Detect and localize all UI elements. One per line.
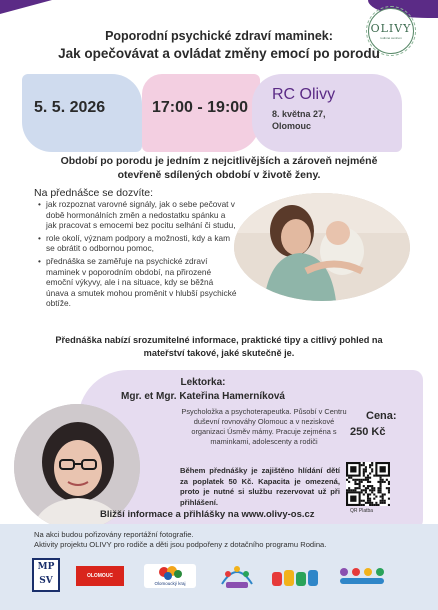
qr-module xyxy=(367,475,369,477)
qr-module xyxy=(367,493,369,495)
venue-address xyxy=(272,108,402,132)
qr-module xyxy=(363,485,365,487)
qr-module xyxy=(354,489,356,491)
qr-module xyxy=(361,489,363,491)
qr-module xyxy=(361,464,363,466)
qr-module xyxy=(377,491,379,493)
qr-module xyxy=(363,504,365,506)
qr-module xyxy=(359,487,361,489)
qr-module xyxy=(380,479,382,481)
qr-module xyxy=(354,487,356,489)
kids-logo xyxy=(270,564,322,590)
qr-module xyxy=(361,500,363,502)
qr-finder xyxy=(350,496,356,502)
qr-module xyxy=(367,487,369,489)
qr-module xyxy=(380,485,382,487)
qr-module xyxy=(384,500,386,502)
qr-module xyxy=(371,502,373,504)
corner-decoration-left xyxy=(0,0,52,14)
qr-finder xyxy=(350,466,356,472)
qr-label: QR Platba xyxy=(350,508,374,514)
qr-module xyxy=(388,491,390,493)
price-label: Cena: xyxy=(366,410,397,422)
footer-line-2: Aktivity projektu OLIVY pro rodiče a děti jsou podpořeny z dotačního programu Rodina. xyxy=(34,540,327,549)
qr-module xyxy=(363,472,365,474)
qr-module xyxy=(369,498,371,500)
qr-module xyxy=(382,479,384,481)
qr-module xyxy=(352,479,354,481)
partner-logo xyxy=(336,564,388,590)
qr-module xyxy=(373,493,375,495)
qr-module xyxy=(354,483,356,485)
qr-module xyxy=(369,477,371,479)
venue-name: RC Olivy xyxy=(272,86,336,103)
title-line-2: Jak opečovávat a ovládat změny emocí po porodu xyxy=(58,46,380,61)
rodina-family-icon xyxy=(216,560,258,592)
qr-module xyxy=(373,487,375,489)
list-item: • přednáška se zaměřuje na psychické zdraví maminek v poporodním období, na přirozené emoční výkyvy, ale i na situace, kdy se běžná únava a smutek mohou proměnit v hlubší psychické obtíže. xyxy=(38,256,238,309)
qr-module xyxy=(367,500,369,502)
qr-module xyxy=(363,500,365,502)
qr-module xyxy=(380,496,382,498)
list-item: • jak rozpoznat varovné signály, jak o sebe pečovat v době hormonálních změn a nedostatku spánku a jak pracovat s emocemi bez pocitu selhání či studu, xyxy=(38,199,238,231)
qr-module xyxy=(363,462,365,464)
qr-module xyxy=(365,479,367,481)
qr-module xyxy=(361,491,363,493)
lecturer-description: Psycholožka a psychoterapeutka. Působí v Centru duševní rovnováhy Olomouc a v neziskové organizaci Úsměv mámy. Pracuje zejména s maminkami, adolescenty a rodiči xyxy=(181,407,347,446)
olomouc-city-logo: OLOMOUC xyxy=(76,566,124,586)
qr-module xyxy=(380,477,382,479)
qr-module xyxy=(377,481,379,483)
childcare-note: Během přednášky je zajištěno hlídání dětí za poplatek 50 Kč. Kapacita je omezená, proto je nutné si službu rezervovat už při přihlášení. xyxy=(180,466,340,507)
qr-module xyxy=(348,487,350,489)
qr-module xyxy=(380,489,382,491)
qr-module xyxy=(371,470,373,472)
mother-with-baby-photo xyxy=(234,193,410,301)
qr-code[interactable] xyxy=(346,462,390,506)
venue-address-line-2: Olomouc xyxy=(272,121,312,131)
qr-module xyxy=(382,498,384,500)
qr-module xyxy=(371,462,373,464)
qr-module xyxy=(382,500,384,502)
qr-module xyxy=(369,504,371,506)
qr-module xyxy=(367,479,369,481)
qr-module xyxy=(346,489,348,491)
footer-note xyxy=(34,530,424,550)
qr-module xyxy=(388,487,390,489)
qr-module xyxy=(354,479,356,481)
benefit-text: Přednáška nabízí srozumitelné informace, praktické tipy a citlivý pohled na mateřství takové, jaké skutečně je. xyxy=(55,335,383,358)
qr-module xyxy=(380,500,382,502)
qr-module xyxy=(375,502,377,504)
qr-module xyxy=(377,487,379,489)
qr-module xyxy=(377,504,379,506)
qr-module xyxy=(348,477,350,479)
qr-module xyxy=(352,489,354,491)
kraj-label: Olomoucký kraj xyxy=(154,581,186,586)
title-line-1: Poporodní psychické zdraví maminek: xyxy=(105,29,333,43)
qr-module xyxy=(363,493,365,495)
qr-module xyxy=(356,487,358,489)
qr-module xyxy=(369,493,371,495)
learn-heading: Na přednášce se dozvíte: xyxy=(34,187,154,199)
qr-module xyxy=(371,487,373,489)
qr-module xyxy=(365,487,367,489)
qr-module xyxy=(371,489,373,491)
qr-code-graphic xyxy=(346,462,390,506)
sponsor-logos xyxy=(32,558,412,598)
qr-module xyxy=(365,502,367,504)
qr-module xyxy=(359,485,361,487)
qr-module xyxy=(367,498,369,500)
qr-module xyxy=(382,493,384,495)
qr-module xyxy=(350,477,352,479)
kids-figures-icon xyxy=(270,564,322,590)
qr-module xyxy=(369,502,371,504)
qr-module xyxy=(365,477,367,479)
qr-module xyxy=(367,477,369,479)
qr-module xyxy=(369,481,371,483)
qr-module xyxy=(380,483,382,485)
qr-module xyxy=(382,496,384,498)
qr-module xyxy=(363,479,365,481)
qr-module xyxy=(361,479,363,481)
qr-module xyxy=(356,483,358,485)
mother-with-baby-illustration xyxy=(234,193,410,301)
partner-figures-icon xyxy=(336,564,388,590)
qr-module xyxy=(369,464,371,466)
event-date: 5. 5. 2026 xyxy=(34,99,106,116)
qr-module xyxy=(354,481,356,483)
qr-module xyxy=(373,504,375,506)
qr-module xyxy=(382,481,384,483)
mpsv-logo: MP SV xyxy=(32,558,60,592)
qr-module xyxy=(361,481,363,483)
logo-subtext: rodinné centrum xyxy=(380,36,402,40)
qr-module xyxy=(373,489,375,491)
qr-module xyxy=(371,504,373,506)
qr-module xyxy=(369,489,371,491)
qr-module xyxy=(371,468,373,470)
logo-text: OLIVY xyxy=(370,22,412,35)
qr-module xyxy=(371,464,373,466)
qr-module xyxy=(363,464,365,466)
rodina-logo xyxy=(216,560,258,592)
qr-module xyxy=(348,481,350,483)
qr-module xyxy=(348,489,350,491)
qr-module xyxy=(386,479,388,481)
qr-module xyxy=(380,502,382,504)
qr-module xyxy=(380,491,382,493)
qr-module xyxy=(363,489,365,491)
qr-module xyxy=(375,504,377,506)
qr-module xyxy=(377,489,379,491)
qr-module xyxy=(386,487,388,489)
qr-module xyxy=(388,483,390,485)
list-item: • role okolí, význam podpory a možnosti, kdy a kam se obrátit o odbornou pomoc, xyxy=(38,233,238,254)
qr-module xyxy=(365,470,367,472)
qr-module xyxy=(371,491,373,493)
qr-module xyxy=(373,498,375,500)
qr-module xyxy=(359,483,361,485)
qr-module xyxy=(365,491,367,493)
qr-finder xyxy=(380,466,386,472)
qr-module xyxy=(371,485,373,487)
learn-list xyxy=(38,199,238,311)
qr-module xyxy=(375,496,377,498)
qr-module xyxy=(367,485,369,487)
more-info-link[interactable]: Bližší informace a přihlášky na www.olivy-os.cz xyxy=(100,509,315,520)
qr-module xyxy=(369,485,371,487)
qr-module xyxy=(369,466,371,468)
event-venue xyxy=(272,86,402,132)
qr-module xyxy=(356,479,358,481)
qr-module xyxy=(382,502,384,504)
page-title xyxy=(0,28,438,62)
qr-module xyxy=(369,500,371,502)
price-value: 250 Kč xyxy=(350,426,386,438)
lecturer-name: Mgr. et Mgr. Kateřina Hamerníková xyxy=(121,391,285,402)
qr-module xyxy=(384,493,386,495)
qr-module xyxy=(361,504,363,506)
qr-module xyxy=(365,466,367,468)
qr-module xyxy=(367,496,369,498)
qr-module xyxy=(365,489,367,491)
qr-module xyxy=(384,481,386,483)
qr-module xyxy=(359,479,361,481)
qr-module xyxy=(369,472,371,474)
qr-module xyxy=(388,481,390,483)
venue-address-line-1: 8. května 27, xyxy=(272,109,326,119)
qr-module xyxy=(363,468,365,470)
qr-module xyxy=(380,481,382,483)
qr-module xyxy=(388,489,390,491)
qr-module xyxy=(388,504,390,506)
qr-module xyxy=(373,475,375,477)
qr-module xyxy=(367,502,369,504)
event-time: 17:00 - 19:00 xyxy=(152,99,249,116)
footer-line-1: Na akci budou pořizovány reportážní fotografie. xyxy=(34,530,194,539)
qr-module xyxy=(365,468,367,470)
qr-module xyxy=(359,481,361,483)
qr-module xyxy=(388,498,390,500)
qr-module xyxy=(363,475,365,477)
qr-module xyxy=(384,502,386,504)
lecturer-label: Lektorka: xyxy=(180,377,226,388)
qr-module xyxy=(346,479,348,481)
qr-module xyxy=(363,470,365,472)
qr-module xyxy=(367,481,369,483)
qr-module xyxy=(350,489,352,491)
intro-text: Období po porodu je jedním z nejcitlivějších a zároveň nejméně otevřeně sdílených období v životě ženy. xyxy=(60,155,378,181)
qr-module xyxy=(380,487,382,489)
olomoucky-kraj-logo xyxy=(144,564,196,588)
